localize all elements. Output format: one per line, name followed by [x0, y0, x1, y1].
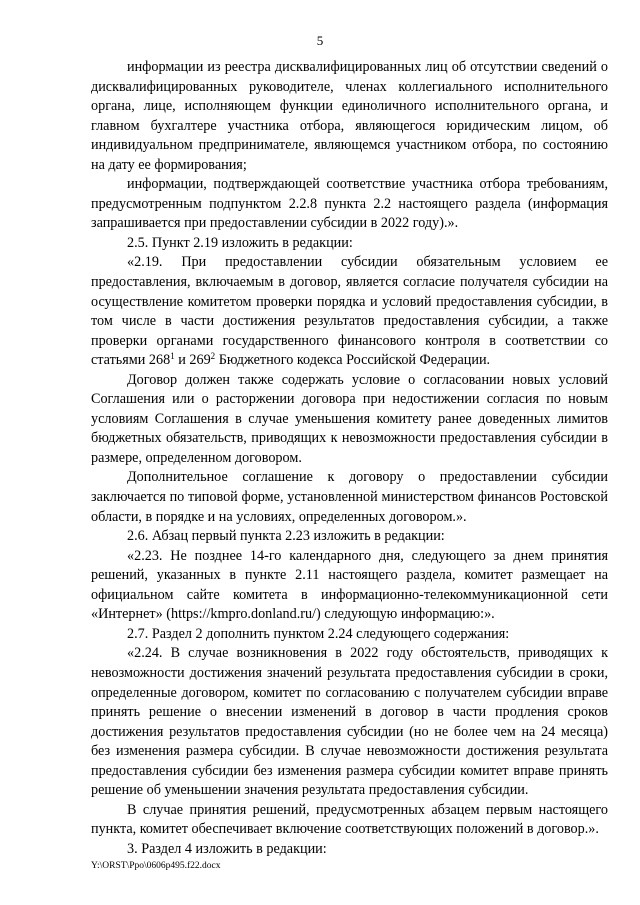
- page-number: 5: [316, 33, 324, 48]
- paragraph-compliance-info: информации, подтверждающей соответствие участника отбора требованиям, предусмотренным подпунктом 2.2.8 пункта 2.2 настоящего раздела (информация запрашивается при предоставлении субсидии в 2022 году).».: [91, 176, 608, 232]
- article-269-superscript: 2: [210, 351, 216, 362]
- paragraph-item-2-7: 2.7. Раздел 2 дополнить пунктом 2.24 следующего содержания:: [127, 625, 510, 642]
- paragraph-decision-inclusion: В случае принятия решений, предусмотренных абзацем первым настоящего пункта, комитет обеспечивает включение соответствующих положений в договор.».: [91, 801, 608, 838]
- clause-2-19-text-middle: и 269: [174, 352, 211, 369]
- paragraph-item-3: 3. Раздел 4 изложить в редакции:: [127, 840, 327, 857]
- clause-2-19-text-after: Бюджетного кодекса Российской Федерации.: [215, 352, 491, 369]
- paragraph-contract-conditions: Договор должен также содержать условие о согласовании новых условий Соглашения или о расторжении договора при недостижении согласия по новым условиям Соглашения в случае уменьшения комитету ранее доведенных лимитов бюджетных обязательств, приводящих к невозможности предоставления субсидии в размере, определенном договором.: [91, 371, 608, 466]
- footer-file-path: Y:\ORST\Ppo\0606p495.f22.docx: [91, 861, 221, 871]
- paragraph-clause-2-24: «2.24. В случае возникновения в 2022 году обстоятельств, приводящих к невозможности достижения значений результата предоставления субсидии в сроки, определенные договором, комитет по согласованию с получателем субсидии вправе принять решение о внесении изменений в договор в части продления сроков достижения результатов предоставления субсидии (но не более чем на 24 месяца) без изменения размера субсидии. В случае невозможности достижения результата предоставления субсидии без изменения размера субсидии комитет вправе принять решение об уменьшении значения результата предоставления субсидии.: [91, 645, 608, 799]
- paragraph-item-2-6: 2.6. Абзац первый пункта 2.23 изложить в редакции:: [127, 528, 445, 545]
- document-body: [91, 58, 608, 859]
- clause-2-19-text-before: «2.19. При предоставлении субсидии обязательным условием ее предоставления, включаемым в договор, является согласие получателя субсидии на осуществление комитетом проверки порядка и условий предоставления субсидии, в том числе в части достижения результатов предоставления субсидии, а также проверки органами государственного финансового контроля в соответствии со статьями 268: [91, 254, 608, 369]
- paragraph-clause-2-23: «2.23. Не позднее 14-го календарного дня, следующего за днем принятия решений, указанных в пункте 2.11 настоящего раздела, комитет размещает на официальном сайте комитета в информационно-телекоммуникационной сети «Интернет» (https://kmpro.donland.ru/) следующую информацию:».: [91, 547, 608, 623]
- paragraph-item-2-5: 2.5. Пункт 2.19 изложить в редакции:: [127, 234, 353, 251]
- article-268-superscript: 1: [170, 351, 175, 362]
- paragraph-clause-2-19: [91, 253, 608, 370]
- paragraph-supplementary-agreement: Дополнительное соглашение к договору о предоставлении субсидии заключается по типовой форме, установленной министерством финансов Ростовской области, в порядке и на условиях, определенных договором.».: [91, 469, 608, 525]
- paragraph-disqualified-registry: информации из реестра дисквалифицированных лиц об отсутствии сведений о дисквалифицированных руководителе, членах коллегиального исполнительного органа, лице, исполняющем функции единоличного исполнительного органа, и главном бухгалтере участника отбора, являющегося юридическим лицом, об индивидуальном предпринимателе, являющемся участником отбора, по состоянию на дату ее формирования;: [91, 59, 608, 173]
